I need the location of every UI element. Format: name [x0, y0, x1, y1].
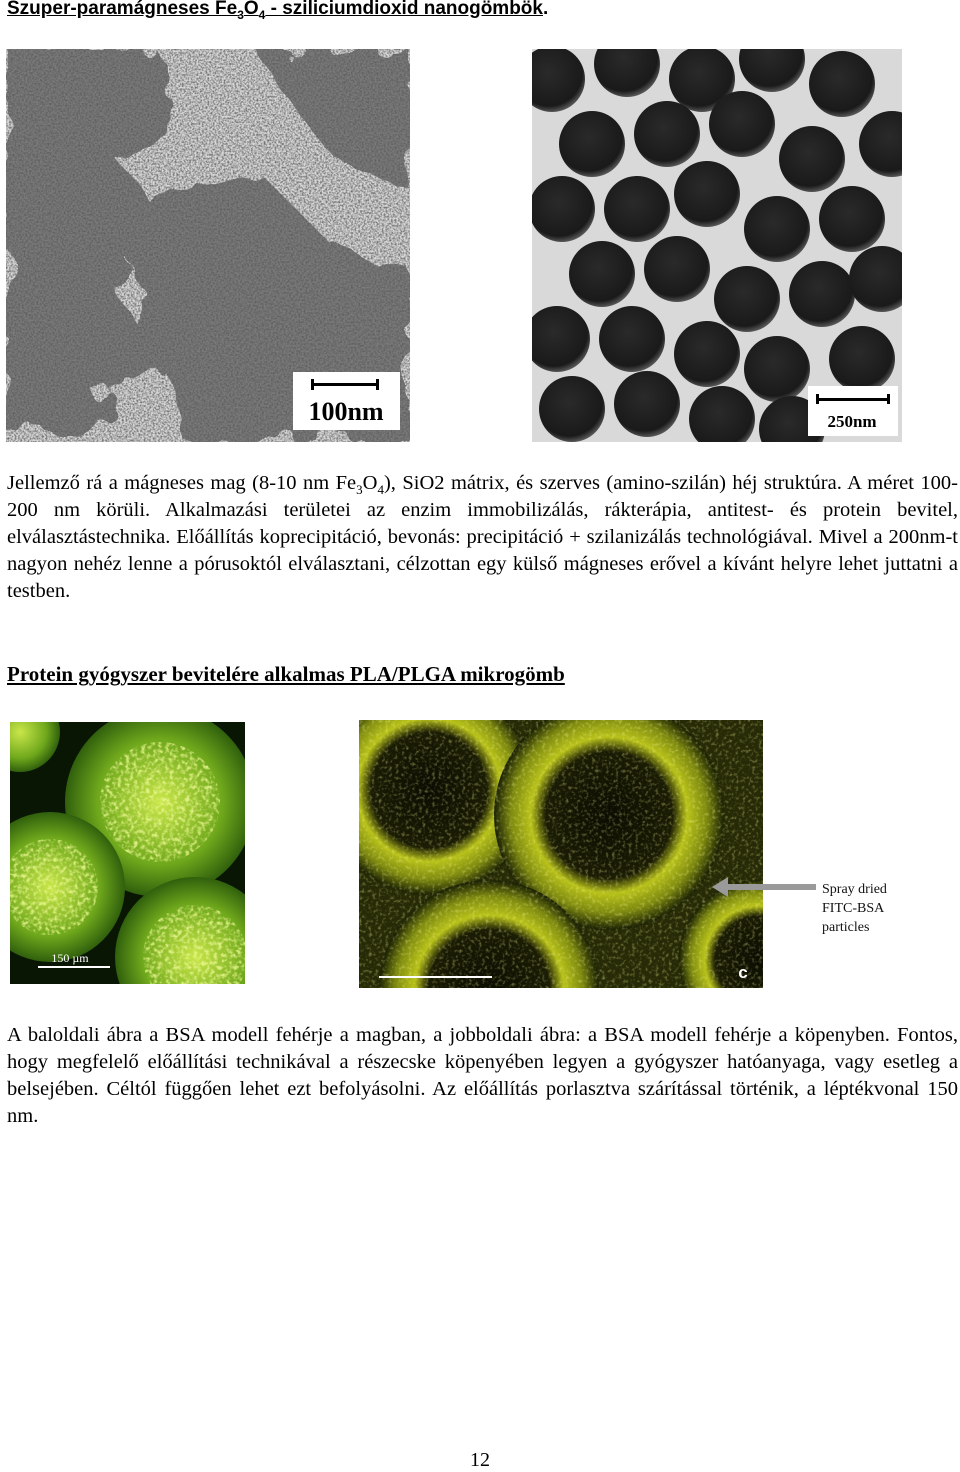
- section-title-nanospheres: Szuper-paramágneses $Fe_3O_4$ - sziliciumdioxid nanogömbök.: [7, 0, 549, 22]
- silica-sphere: [634, 101, 700, 167]
- silica-sphere: [559, 111, 625, 177]
- silica-sphere: [744, 336, 810, 402]
- silica-sphere: [604, 176, 670, 242]
- silica-sphere: [789, 261, 855, 327]
- silica-sphere: [829, 326, 895, 392]
- silica-sphere: [779, 126, 845, 192]
- fluorescence-image-shell-loaded: [359, 720, 763, 988]
- silica-sphere: [714, 266, 780, 332]
- silica-sphere: [569, 241, 635, 307]
- silica-sphere: [539, 376, 605, 442]
- page-number: 12: [470, 1449, 490, 1471]
- silica-sphere: [674, 321, 740, 387]
- tem-image-nanoparticle-clusters: [6, 49, 410, 442]
- silica-sphere: [809, 51, 875, 117]
- silica-sphere: [674, 161, 740, 227]
- silica-sphere: [644, 236, 710, 302]
- description-paragraph-nanospheres: Jellemző rá a mágneses mag (8-10 nm $Fe_3O_4$), SiO2 mátrix, és szerves (amino-szilán) héj struktúra. A méret 100-200 nm körüli. Alkalmazási területei az enzim immobilizálás, rákterápia, antitest- és protein bevitel, elválasztástechnika. Előállítás koprecipitáció, bevonás: precipitáció + szilanizálás technológiával. Mivel a 200nm-t nagyon nehéz lenne a pórusoktól elválasztani, célzottan egy külső mágneses erővel a kívánt helyre lehet juttatni a testben.: [7, 472, 958, 602]
- scale-bar-label-100nm: 100nm: [308, 397, 384, 426]
- svg-text:FITC-BSA: FITC-BSA: [822, 901, 885, 916]
- section-title-microspheres: Protein gyógyszer bevitelére alkalmas PLA/PLGA mikrogömb: [7, 662, 565, 686]
- scale-bar-label-250nm: 250nm: [827, 412, 877, 431]
- silica-sphere: [532, 176, 595, 242]
- silica-sphere: [614, 371, 680, 437]
- silica-sphere: [709, 91, 775, 157]
- description-paragraph-microspheres: A baloldali ábra a BSA modell fehérje a magban, a jobboldali ábra: a BSA modell fehérje a köpenyben. Fontos, hogy megfelelő előállítási technikával a részecske köpenyében legyen a gyógyszer hatóanyaga, vagy esetleg a belsejében. Céltól függően lehet ezt befolyásolni. Az előállítás porlasztva szárítással történik, a léptékvonal 150 nm.: [7, 1024, 958, 1127]
- scale-bar-label-150um: 150 µm: [51, 951, 89, 965]
- tem-image-silica-spheres: [532, 49, 902, 442]
- panel-label-c: c: [738, 963, 748, 982]
- silica-sphere: [599, 306, 665, 372]
- silica-sphere: [819, 186, 885, 252]
- svg-text:Spray dried: Spray dried: [822, 882, 887, 897]
- annotation-spray-dried: [712, 870, 912, 940]
- svg-text:particles: particles: [822, 920, 870, 935]
- fluorescence-image-core-loaded: [10, 722, 245, 984]
- silica-sphere: [744, 196, 810, 262]
- arrow-icon: [712, 877, 816, 897]
